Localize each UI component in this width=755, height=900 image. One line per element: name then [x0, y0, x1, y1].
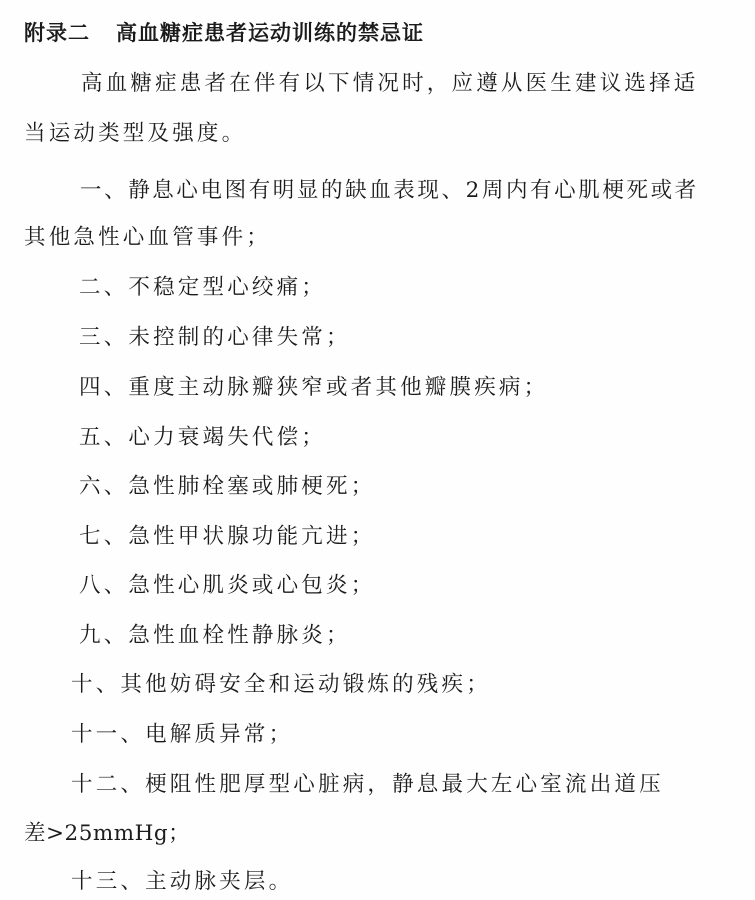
contraindication-item-2: 二、不稳定型心绞痛；: [79, 275, 327, 300]
appendix-label: 附录二: [24, 21, 90, 45]
contraindication-item-11: 十一、电解质异常；: [71, 722, 294, 747]
contraindication-item-12-line-1: 十二、梗阻性肥厚型心脏病，静息最大左心室流出道压: [71, 772, 664, 797]
contraindication-item-9: 九、急性血栓性静脉炎；: [79, 623, 351, 648]
contraindication-item-10: 十、其他妨碍安全和运动锻炼的残疾；: [71, 672, 491, 697]
intro-paragraph-line-2: 当运动类型及强度。: [24, 121, 247, 146]
contraindication-item-12-line-2: 差>25mmHg；: [24, 821, 191, 846]
contraindication-item-8: 八、急性心肌炎或心包炎；: [79, 573, 376, 598]
contraindication-item-6: 六、急性肺栓塞或肺梗死；: [79, 474, 376, 499]
contraindication-item-5: 五、心力衰竭失代偿；: [79, 425, 327, 450]
intro-paragraph-line-1: 高血糖症患者在伴有以下情况时，应遵从医生建议选择适: [81, 71, 699, 96]
contraindication-item-4: 四、重度主动脉瓣狭窄或者其他瓣膜疾病；: [79, 375, 549, 400]
contraindication-item-1-line-2: 其他急性心血管事件；: [24, 225, 272, 250]
contraindication-item-13: 十三、主动脉夹层。: [71, 869, 294, 894]
contraindication-item-3: 三、未控制的心律失常；: [79, 325, 351, 350]
appendix-heading: [24, 17, 424, 47]
contraindication-item-7: 七、急性甲状腺功能亢进；: [79, 524, 376, 549]
contraindication-item-1-line-1: 一、静息心电图有明显的缺血表现、2周内有心肌梗死或者: [80, 178, 699, 203]
appendix-title: 高血糖症患者运动训练的禁忌证: [116, 21, 424, 45]
